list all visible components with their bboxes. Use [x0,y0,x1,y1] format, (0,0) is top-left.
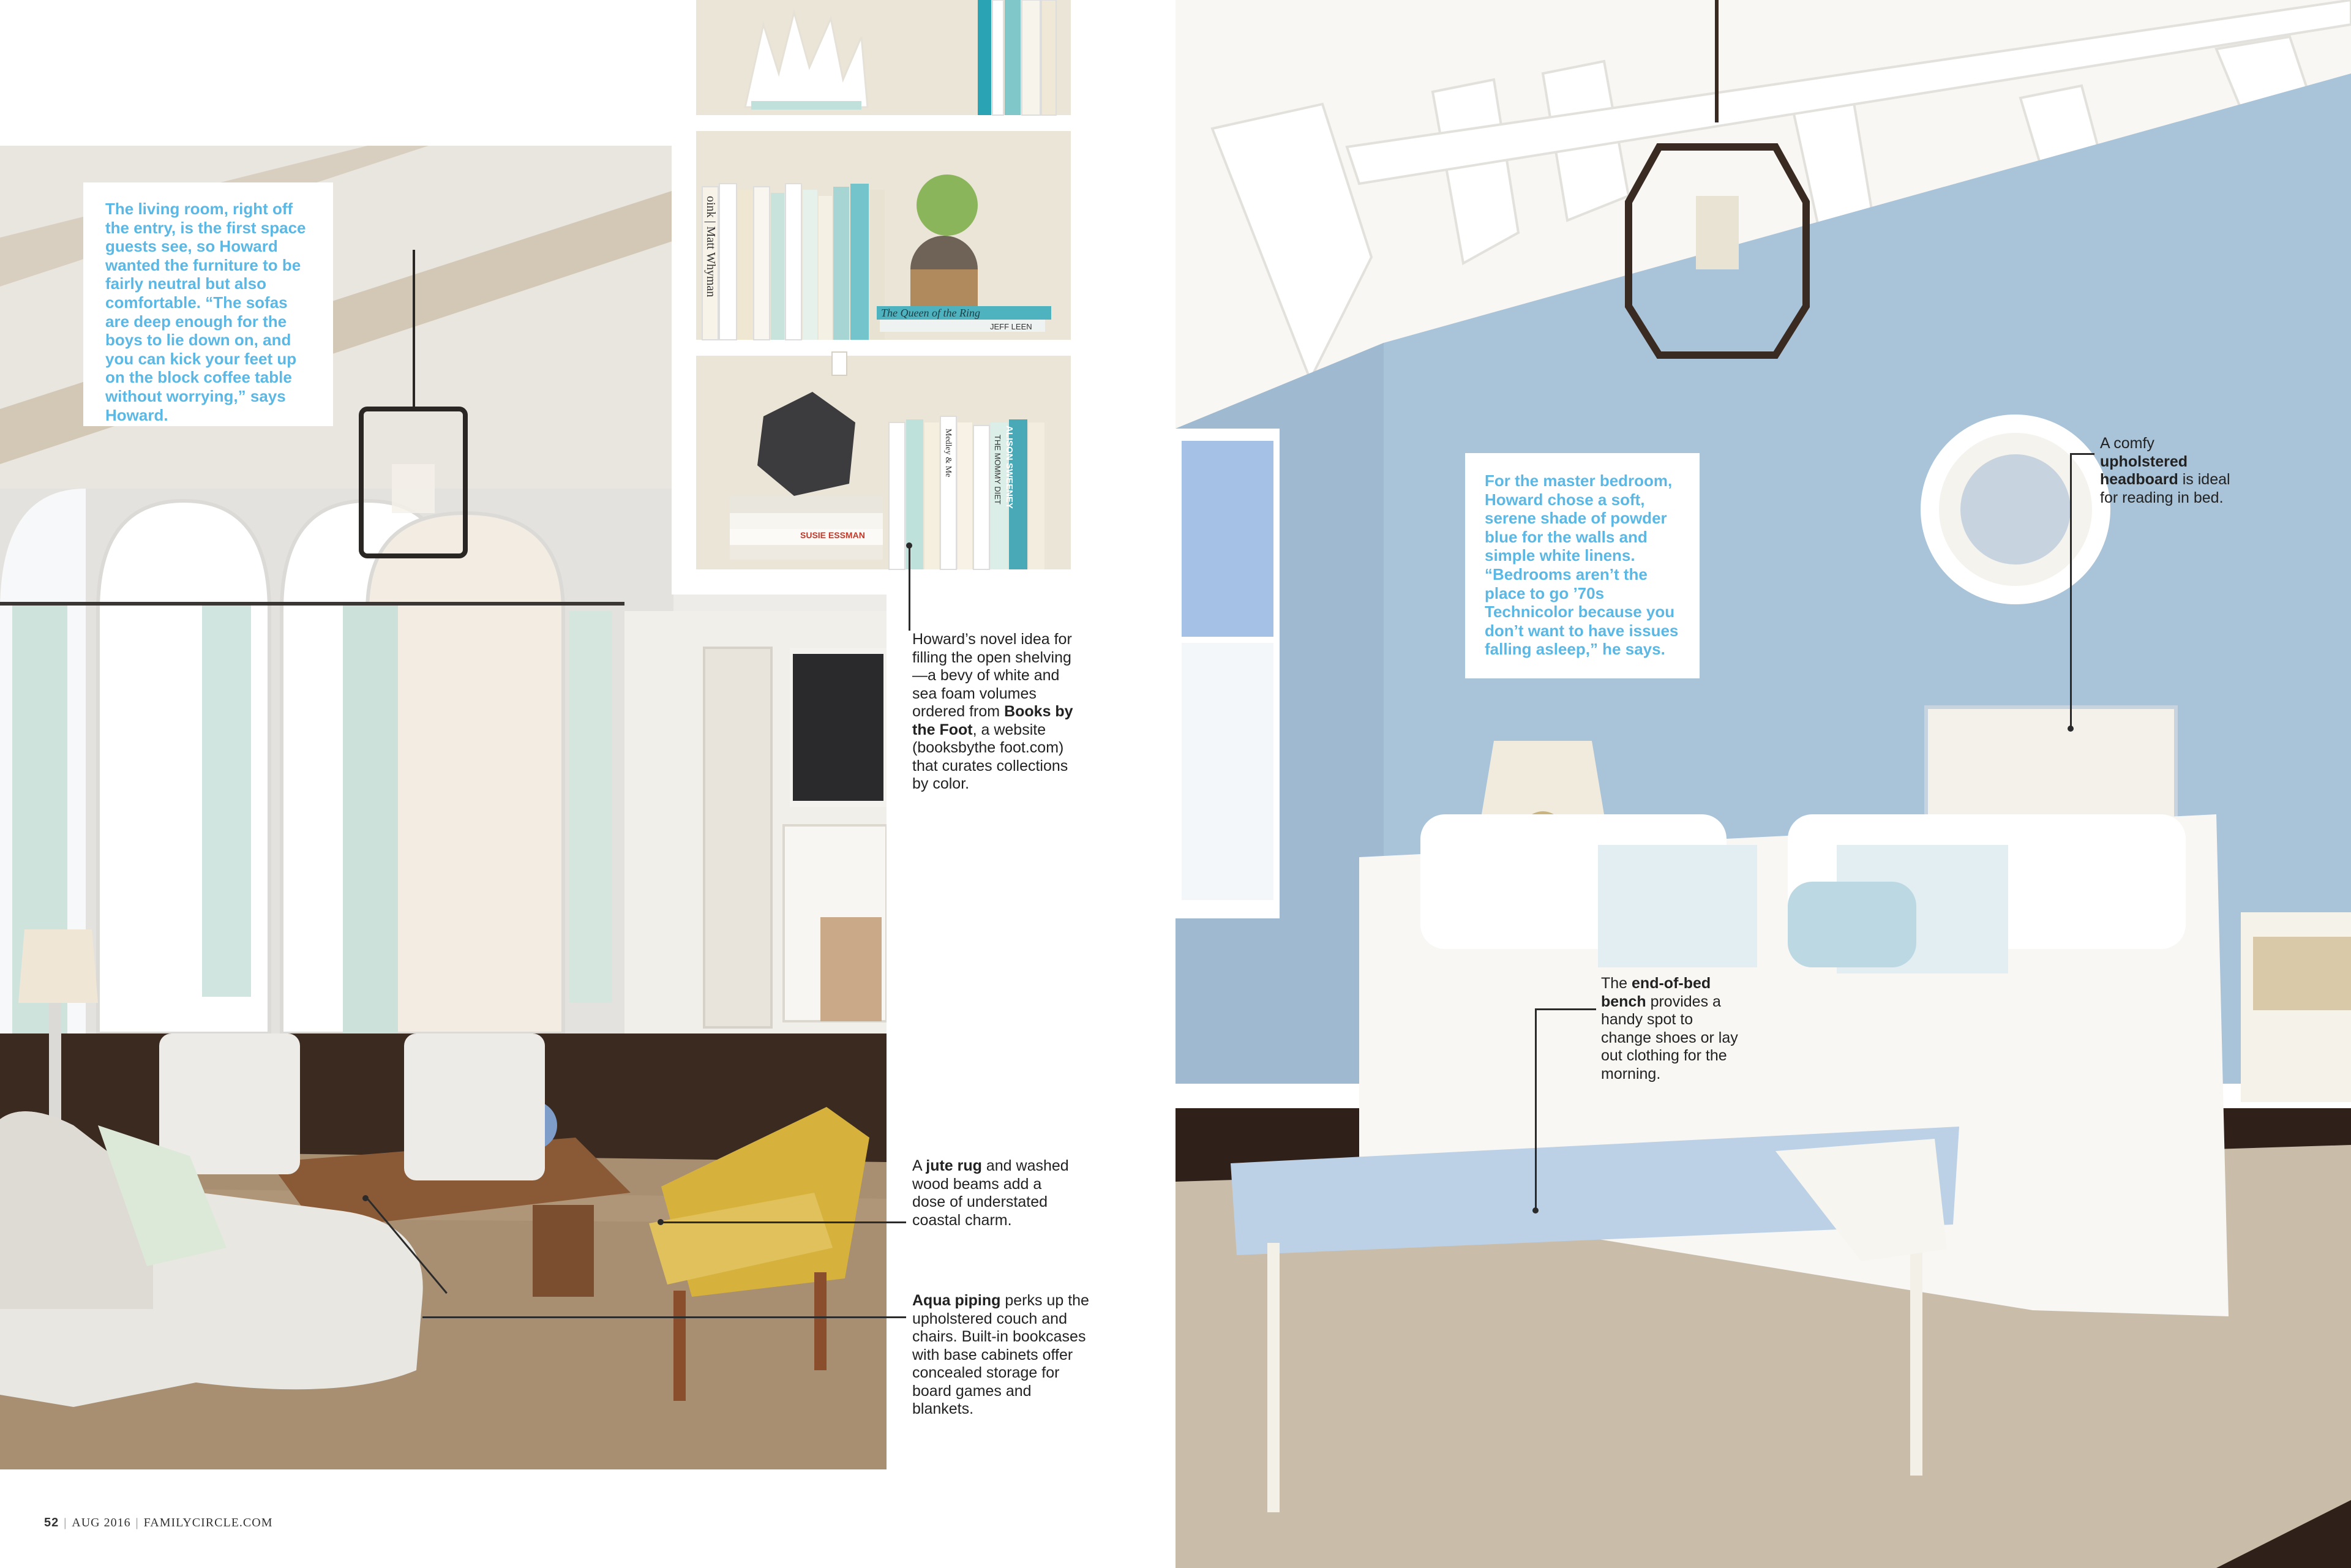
upholstered-headboard-label: upholstered headboard [2100,452,2188,488]
bookshelf-photo [672,0,1095,595]
aqua-piping-label: Aqua piping [912,1292,1001,1309]
jute-leader-line [661,1221,906,1223]
aqua-piping-caption: Aqua piping perks up the upholstered couch and chairs. Built-in bookcases with base cabinets offer concealed storage for board games and blankets. [912,1292,1089,1417]
headboard-leader-line [2070,453,2072,729]
books-by-the-foot-label: Books by the Foot [912,703,1073,738]
page-number: 52 [44,1516,59,1529]
book-spine-medley-and-me: Medley & Me [943,429,953,478]
shelving-leader-line [909,545,910,631]
bedroom-caption: For the master bedroom, Howard chose a soft, serene shade of powder blue for the walls and simple white linens. “Bedrooms aren’t the place to go ’70s Technicolor because you don’t want to have issues falling asleep,” he says. [1485,471,1679,659]
bench-leader-dot [1532,1207,1539,1214]
book-spine-jeff-leen: JEFF LEEN [990,322,1032,331]
book-spine-oink: oink | Matt Whyman [704,196,718,298]
bedroom-caption-box [1465,453,1700,678]
jute-rug-caption: A jute rug and washed wood beams add a dose of understated coastal charm. [912,1157,1069,1229]
aqua-leader-dot [362,1195,369,1201]
book-spine-alison-sweeney: ALISON SWEENEY [1004,426,1014,509]
end-of-bed-bench-label: end-of-bed bench [1601,975,1711,1010]
jute-leader-dot [658,1219,664,1225]
page-folio [44,1516,273,1530]
bench-caption: The end-of-bed bench provides a handy spot to change shoes or lay out clothing for the morning. [1601,975,1738,1082]
headboard-leader-dot [2068,726,2074,732]
folio-issue: AUG 2016 [72,1516,131,1529]
folio-site: FAMILYCIRCLE.COM [143,1516,273,1529]
book-spine-mommy-diet: THE MOMMY DIET [993,435,1002,505]
shelving-caption: Howard’s novel idea for filling the open shelving—a bevy of white and sea foam volumes ordered from Books by the Foot, a website (booksbythe foot.com) that curates collections by color. [912,631,1073,792]
jute-rug-label: jute rug [926,1157,982,1174]
bedroom-photo [1176,0,2351,1568]
bench-leader-line [1535,1008,1537,1210]
living-room-caption-box [83,182,333,426]
book-spine-susie-essman: SUSIE ESSMAN [800,530,865,540]
living-room-caption: The living room, right off the entry, is the first space guests see, so Howard wanted the furniture to be fairly neutral but also comfortable. “The sofas are deep enough for the boys to lie down on, and you can kick your feet up on the block coffee table without worrying,” says Howard. [105,200,306,424]
folio-separator: | [64,1516,67,1529]
bench-leader-tick [1535,1008,1596,1010]
aqua-leader-line-h [422,1316,906,1318]
headboard-caption: A comfy upholstered headboard is ideal for reading in bed. [2100,435,2230,506]
folio-separator-2: | [135,1516,139,1529]
shelving-leader-dot [906,542,912,549]
book-spine-queen-of-the-ring: The Queen of the Ring [881,307,980,319]
headboard-leader-tick [2070,453,2094,455]
